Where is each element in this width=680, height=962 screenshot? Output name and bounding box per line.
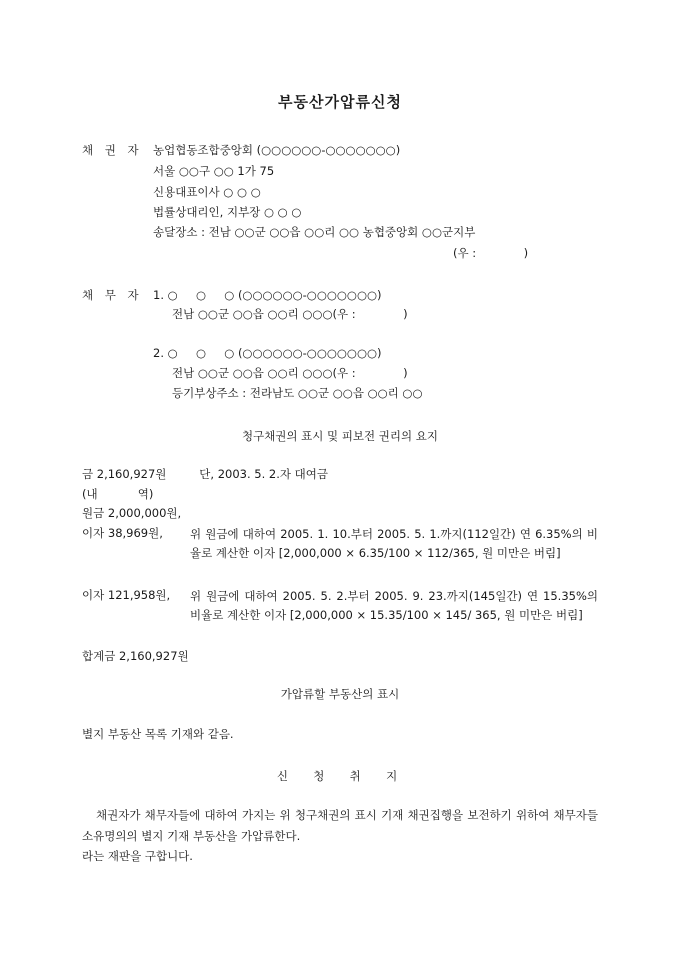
debtor2-registered-address: 등기부상주소 : 전라남도 ○○군 ○○읍 ○○리 ○○	[172, 386, 423, 400]
debtor-label: 채 무 자	[82, 288, 143, 302]
creditor-postal-code: (우 : )	[453, 246, 529, 260]
claim-principal: 원금 2,000,000원,	[82, 506, 182, 520]
purpose-heading: 신 청 취 지	[276, 769, 404, 783]
claim-breakdown-label: (내 역)	[82, 487, 154, 501]
purpose-paragraph: 채권자가 채무자들에 대하여 가지는 위 청구채권의 표시 기재 채권집행을 보전하기 위하여 채무자들 소유명의의 별지 기재 부동산을 가압류한다.	[82, 808, 598, 843]
claim-total: 합계금 2,160,927원	[82, 649, 189, 663]
claim-amount-line: 금 2,160,927원 단, 2003. 5. 2.자 대여금	[82, 467, 328, 481]
claim-interest2-label: 이자 121,958원,	[82, 588, 171, 602]
debtor1-name: 1. ○ ○ ○ (○○○○○○-○○○○○○○)	[153, 288, 382, 302]
claim-interest1-label: 이자 38,969원,	[82, 526, 163, 540]
claim-interest1-text: 위 원금에 대하여 2005. 1. 10.부터 2005. 5. 1.까지(112일간) 연 6.35%의 비율로 계산한 이자 [2,000,000 × 6.35/100 × 112/365, 원 미만은 버림]	[190, 527, 598, 560]
debtor1-address: 전남 ○○군 ○○읍 ○○리 ○○○(우 : )	[172, 307, 408, 321]
debtor2-address: 전남 ○○군 ○○읍 ○○리 ○○○(우 : )	[172, 366, 408, 380]
creditor-delivery-address: 송달장소 : 전남 ○○군 ○○읍 ○○리 ○○ 농협중앙회 ○○군지부	[153, 225, 476, 239]
debtor2-name: 2. ○ ○ ○ (○○○○○○-○○○○○○○)	[153, 346, 382, 360]
creditor-label: 채 권 자	[82, 143, 143, 157]
property-text: 별지 부동산 목록 기재와 같음.	[82, 727, 234, 741]
document-title: 부동산가압류신청	[278, 93, 402, 111]
creditor-legal-agent: 법률상대리인, 지부장 ○ ○ ○	[153, 205, 302, 219]
claim-interest2-text: 위 원금에 대하여 2005. 5. 2.부터 2005. 9. 23.까지(145일간) 연 15.35%의 비율로 계산한 이자 [2,000,000 × 15.35/100 × 145/ 365, 원 미만은 버림]	[190, 589, 598, 622]
property-heading: 가압류할 부동산의 표시	[280, 687, 400, 701]
purpose-closing: 라는 재판을 구합니다.	[82, 849, 193, 863]
claim-heading: 청구채권의 표시 및 피보전 권리의 요지	[241, 429, 439, 443]
creditor-address: 서울 ○○구 ○○ 1가 75	[153, 164, 275, 178]
creditor-representative: 신용대표이사 ○ ○ ○	[153, 185, 261, 199]
creditor-name: 농업협동조합중앙회 (○○○○○○-○○○○○○○)	[153, 143, 401, 157]
